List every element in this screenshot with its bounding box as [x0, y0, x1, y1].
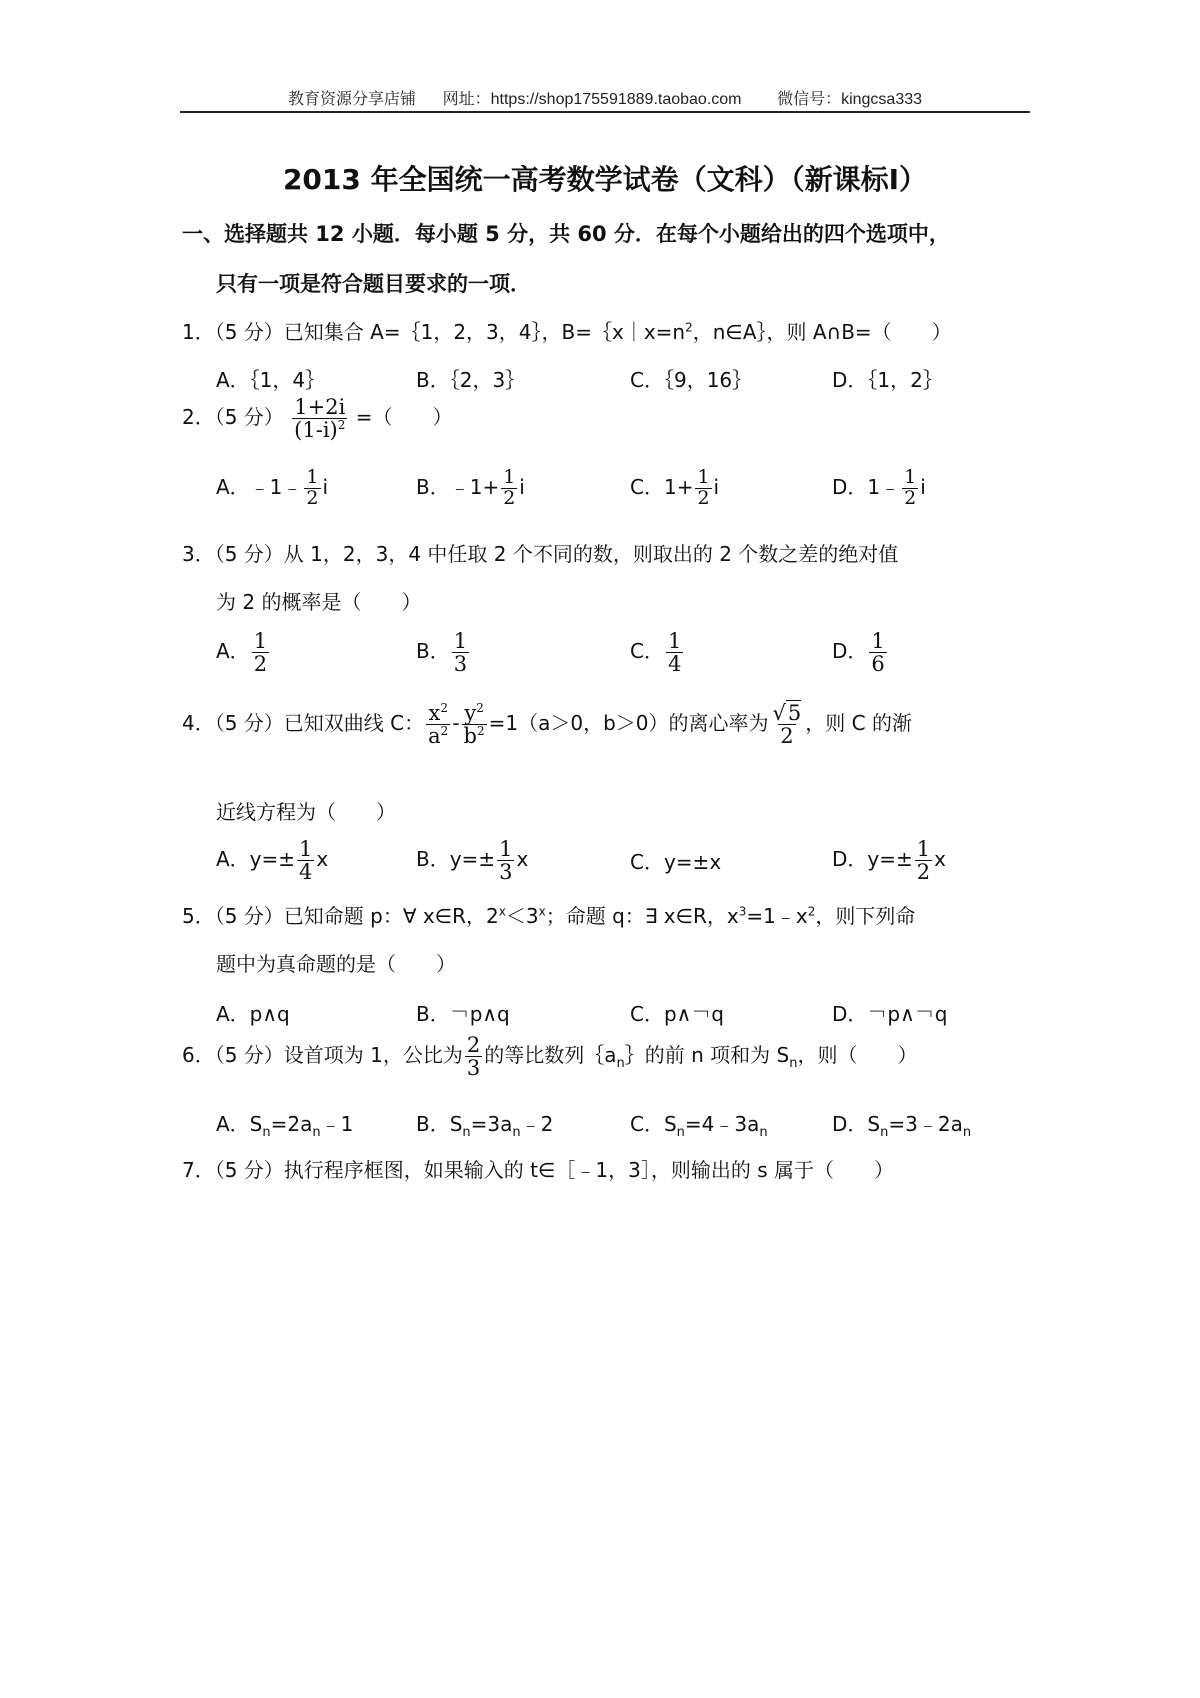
q2-d-tail: i: [920, 474, 926, 499]
q5-sup2: x: [538, 904, 546, 919]
q4-y-fraction: [462, 702, 487, 747]
q2-numerator: 1+2i: [294, 395, 346, 419]
q6-b-s: B．S: [416, 1112, 463, 1136]
q3-option-a: [216, 630, 271, 675]
q6-b-tail: ﹣2: [520, 1112, 554, 1136]
q6-c-sub: n: [676, 1125, 685, 1140]
q4-y-den: b: [463, 724, 477, 749]
q3-d-num: 1: [871, 629, 885, 653]
q2-d-num: 1: [904, 466, 917, 488]
q3-a-label: A．: [216, 639, 250, 664]
q2-c-tail: i: [713, 474, 720, 499]
q5-option-d: D．￢p∧￢q: [832, 1002, 948, 1026]
q6-sub2: n: [789, 1056, 798, 1072]
q2-option-b: [416, 468, 525, 509]
q6-a-mid: =2a: [270, 1112, 313, 1136]
q2-suffix: =（ ）: [355, 405, 453, 430]
q5-option-b: B．￢p∧q: [416, 1002, 510, 1026]
question-4-line2: 近线方程为（ ）: [216, 800, 396, 824]
q4-b-label: B．y=±: [416, 847, 496, 872]
q6-b-sub: n: [462, 1125, 471, 1140]
q1-option-a: A．｛1，4｝: [216, 368, 326, 392]
section-heading-line1: 一、选择题共 12 小题．每小题 5 分，共 60 分．在每个小题给出的四个选项中，: [182, 222, 950, 246]
q6-suffix: ，则（ ）: [797, 1043, 918, 1068]
q5-e: ，则下列命: [815, 904, 916, 928]
q4-b-den: 3: [499, 860, 513, 885]
q4-b-num: 1: [499, 837, 513, 861]
q3-c-label: C．: [630, 639, 664, 664]
q5-sup3: 3: [738, 904, 747, 919]
q6-den: 3: [466, 1056, 481, 1081]
q6-mid2: ｝的前 n 项和为 S: [624, 1043, 790, 1068]
q4-x-num: x: [428, 701, 441, 725]
q2-a-num: 1: [306, 466, 319, 488]
q3-c-num: 1: [667, 629, 682, 653]
q6-mid: 的等比数列｛a: [484, 1043, 617, 1068]
q6-a-tail: ﹣1: [320, 1112, 354, 1136]
q3-option-b: [416, 630, 471, 675]
q1-sup: 2: [685, 320, 693, 335]
q4-mid: （a＞0，b＞0）的离心率为: [518, 711, 769, 736]
q2-option-c: [630, 468, 719, 509]
question-5-line2: 题中为真命题的是（ ）: [216, 952, 456, 976]
q4-ecc-den: 2: [780, 724, 794, 749]
q4-a-tail: x: [316, 847, 329, 872]
q4-x-sup: 2: [440, 701, 448, 715]
section-heading-line2: 只有一项是符合题目要求的一项．: [216, 272, 531, 296]
q4-d-label: D．y=±: [832, 847, 913, 872]
q6-d-s: D．S: [832, 1112, 881, 1136]
q4-a-label: A．y=±: [216, 847, 296, 872]
q4-option-c: C．y=±x: [630, 850, 722, 874]
q4-b-sup: 2: [476, 724, 485, 739]
page-title: 2013 年全国统一高考数学试卷（文科）（新课标Ⅰ）: [282, 163, 928, 196]
q6-num: 2: [466, 1033, 481, 1057]
q2-b-num: 1: [503, 466, 516, 488]
q2-a-label: A．﹣1﹣: [216, 474, 303, 499]
q5-a: 5．（5 分）已知命题 p：∀ x∈R，2: [182, 904, 499, 928]
q6-sub1: n: [616, 1056, 625, 1072]
q3-option-c: [630, 630, 685, 675]
q5-b: ＜3: [505, 904, 539, 928]
question-3-line1: 3．（5 分）从 1，2，3，4 中任取 2 个不同的数，则取出的 2 个数之差的绝对值: [182, 542, 899, 566]
q5-option-c: C．p∧￢q: [630, 1002, 724, 1026]
q4-x-den: a: [428, 724, 441, 749]
q4-ecc-fraction: $\frac{√5}{2}$: [772, 701, 802, 749]
q5-d: =1﹣x: [746, 904, 808, 928]
q2-c-den: 2: [697, 486, 710, 509]
q3-a-den: 2: [253, 652, 268, 677]
header-url: 网址：https://shop175591889.taobao.com: [442, 91, 742, 108]
q6-option-d: [832, 1108, 971, 1140]
header-rule: [180, 111, 1030, 113]
q6-fraction: [465, 1034, 482, 1079]
q5-sup1: x: [498, 904, 506, 919]
q4-a-den: 4: [299, 860, 313, 885]
q4-option-d: [832, 838, 946, 883]
q5-option-a: A．p∧q: [216, 1002, 290, 1026]
q4-x-fraction: [426, 702, 450, 747]
q3-d-den: 6: [871, 652, 885, 677]
q4-b-tail: x: [516, 847, 529, 872]
q4-sqrt: 5: [787, 701, 802, 725]
q2-b-label: B．﹣1+: [416, 474, 500, 499]
q6-option-c: [630, 1108, 768, 1140]
q3-b-label: B．: [416, 639, 450, 664]
q4-d-den: 2: [916, 860, 931, 885]
question-5-line1: [182, 900, 915, 929]
q6-d-sub2: n: [962, 1125, 972, 1140]
header-shop: 教育资源分享店铺: [287, 91, 416, 108]
q1-option-b: B．｛2，3｝: [416, 368, 526, 392]
q6-d-sub: n: [880, 1125, 889, 1140]
question-2: [182, 396, 453, 441]
q2-d-den: 2: [904, 486, 917, 509]
q6-a-sub2: n: [312, 1125, 321, 1140]
q6-a-s: A．S: [216, 1112, 263, 1136]
q2-prefix: 2．（5 分）: [182, 405, 284, 430]
q4-suffix: ，则 C 的渐: [805, 711, 912, 736]
q2-a-tail: i: [322, 474, 329, 499]
q2-a-den: 2: [306, 486, 319, 509]
q4-eq: =1: [488, 711, 519, 736]
q3-b-den: 3: [453, 652, 468, 677]
q5-sup4: 2: [807, 904, 816, 919]
q4-option-a: [216, 838, 328, 883]
q6-option-b: [416, 1108, 553, 1140]
q4-y-sup: 2: [476, 701, 484, 715]
q5-c: ；命题 q：∃ x∈R，x: [545, 904, 739, 928]
q4-d-num: 1: [916, 837, 931, 861]
header-wechat: 微信号：kingcsa333: [777, 91, 923, 108]
q2-c-num: 1: [697, 466, 710, 488]
q3-d-label: D．: [832, 639, 868, 664]
page-header: [180, 86, 1030, 109]
question-1: [182, 316, 952, 345]
q4-a-sup: 2: [440, 724, 449, 739]
q3-a-num: 1: [253, 629, 268, 653]
q1-text-b: ，n∈A｝，则 A∩B=（ ）: [692, 320, 952, 344]
q4-a-num: 1: [299, 837, 313, 861]
q4-y-num: y: [464, 701, 477, 725]
q2-den-sup: 2: [337, 418, 346, 433]
q4-minus: -: [452, 711, 460, 736]
q4-option-b: [416, 838, 528, 883]
q6-c-mid: =4﹣3a: [684, 1112, 760, 1136]
q6-prefix: 6．（5 分）设首项为 1，公比为: [182, 1043, 463, 1068]
q2-option-d: [832, 468, 926, 509]
question-7: 7．（5 分）执行程序框图，如果输入的 t∈［﹣1，3］，则输出的 s 属于（ ）: [182, 1158, 895, 1182]
q6-a-sub: n: [262, 1125, 271, 1140]
q6-d-mid: =3﹣2a: [888, 1112, 963, 1136]
q1-text-a: 1．（5 分）已知集合 A=｛1，2，3，4｝，B=｛x｜x=n: [182, 320, 686, 344]
q1-option-d: D．｛1，2｝: [832, 368, 943, 392]
q4-d-tail: x: [934, 847, 946, 872]
q6-c-s: C．S: [630, 1112, 677, 1136]
q3-option-d: [832, 630, 889, 675]
q3-c-den: 4: [667, 652, 682, 677]
q2-d-label: D．1﹣: [832, 474, 901, 499]
q1-option-c: C．｛9，16｝: [630, 368, 753, 392]
q6-c-sub2: n: [759, 1125, 768, 1140]
q6-b-mid: =3a: [470, 1112, 513, 1136]
q3-b-num: 1: [453, 629, 468, 653]
q6-b-sub2: n: [512, 1125, 521, 1140]
q2-fraction: [292, 396, 347, 441]
question-4-line1: [182, 702, 912, 747]
q2-denominator: (1-i): [294, 418, 338, 443]
q2-option-a: [216, 468, 328, 509]
q2-c-label: C．1+: [630, 474, 694, 499]
q4-prefix: 4．（5 分）已知双曲线 C：: [182, 711, 425, 736]
q2-b-den: 2: [503, 486, 516, 509]
question-3-line2: 为 2 的概率是（ ）: [216, 590, 422, 614]
q2-b-tail: i: [519, 474, 525, 499]
q6-option-a: [216, 1108, 353, 1140]
question-6: [182, 1034, 917, 1079]
